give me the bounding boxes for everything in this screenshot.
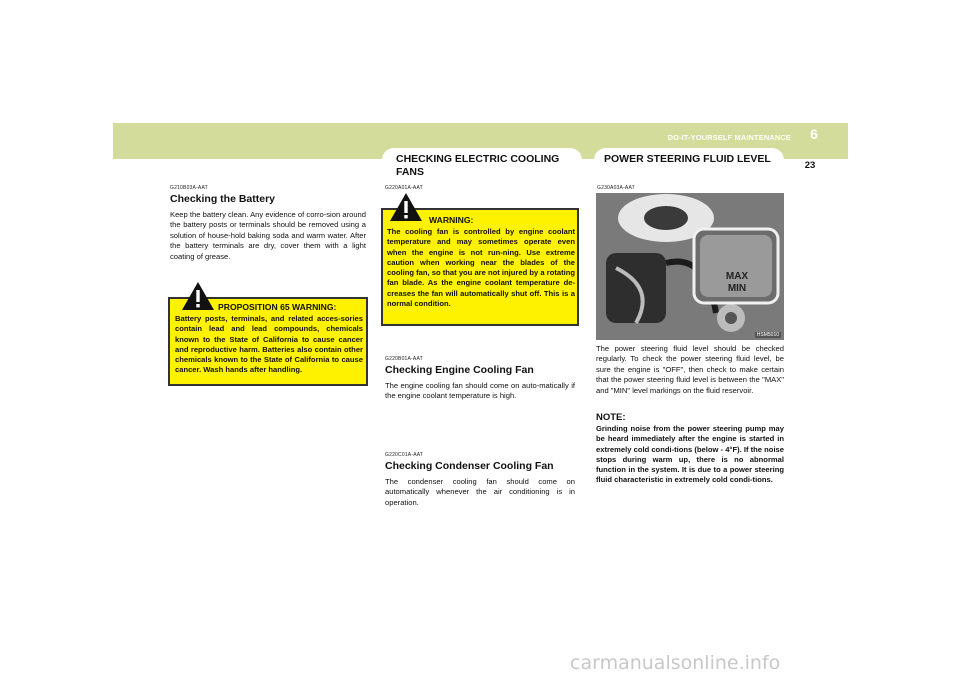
condenser-fan-body: The condenser cooling fan should come on automatically whenever the air conditioning is in operation. [385,477,575,507]
chapter-number: 6 [810,126,818,142]
max-marking: MAX [725,271,749,282]
condenser-fan-heading: Checking Condenser Cooling Fan [385,460,554,472]
cooling-warning-title: WARNING: [429,215,474,225]
reservoir-photo [596,193,784,340]
page-number: 23 [804,160,816,171]
battery-heading: Checking the Battery [170,193,276,205]
battery-code: G210B03A-AAT [170,185,208,191]
warning-triangle-icon [389,192,423,222]
prop65-warning-title: PROPOSITION 65 WARNING: [218,302,337,312]
cooling-fans-title: CHECKING ELECTRIC COOLING FANS [396,153,560,178]
power-steering-code: G230A03A-AAT [597,185,635,191]
cooling-warning-box [381,208,579,326]
note-text: Grinding noise from the power steering pump may be heard immediately after the engine is started in extremely cold condi-tions (below - 4°F). If the noise stops during warm up, there is no abnormal function in the system. It is due to a power steering fluid characteristic in extremely cold condi-tions. [596,424,784,485]
cooling-code-3: G220C01A-AAT [385,452,424,458]
warning-triangle-icon [181,281,215,311]
watermark-text: carmanualsonline.info [570,652,781,674]
power-steering-title: POWER STEERING FLUID LEVEL [604,153,771,165]
engine-fan-body: The engine cooling fan should come on auto-matically if the engine coolant temperature is high. [385,381,575,401]
section-title: DO-IT-YOURSELF MAINTENANCE [667,133,791,142]
note-title: NOTE: [596,412,626,423]
prop65-warning-text: Battery posts, terminals, and related acces-sories contain lead and lead compounds, chemicals known to the State of California to cause cancer and reproductive harm. Batteries also contain other chemicals known to the State of California to cause cancer. Wash hands after handling. [175,314,363,375]
photo-code: HSM5010 [756,332,779,338]
power-steering-body: The power steering fluid level should be checked regularly. To check the power steering fluid level, be sure the engine is "OFF", then check to make certain that the power steering fluid level is between the "MAX" and "MIN" level markings on the fluid reservoir. [596,344,784,395]
cooling-code-2: G220B01A-AAT [385,356,423,362]
cooling-code-1: G220A01A-AAT [385,185,423,191]
min-marking: MIN [727,283,747,294]
cooling-warning-text: The cooling fan is controlled by engine coolant temperature and may sometimes operate even when the engine is not run-ning. Use extreme caution when working near the blades of the cooling fan, so that you are not injured by a rotating fan blade. As the engine coolant temperature de-creases the fan will automatically shut off. This is a normal condition. [387,227,575,309]
battery-body: Keep the battery clean. Any evidence of corro-sion around the battery posts or terminals should be removed using a solution of house-hold baking soda and warm water. After the battery terminals are dry, cover them with a light coating of grease. [170,210,366,261]
engine-bay-illustration [596,193,784,340]
engine-fan-heading: Checking Engine Cooling Fan [385,364,534,376]
